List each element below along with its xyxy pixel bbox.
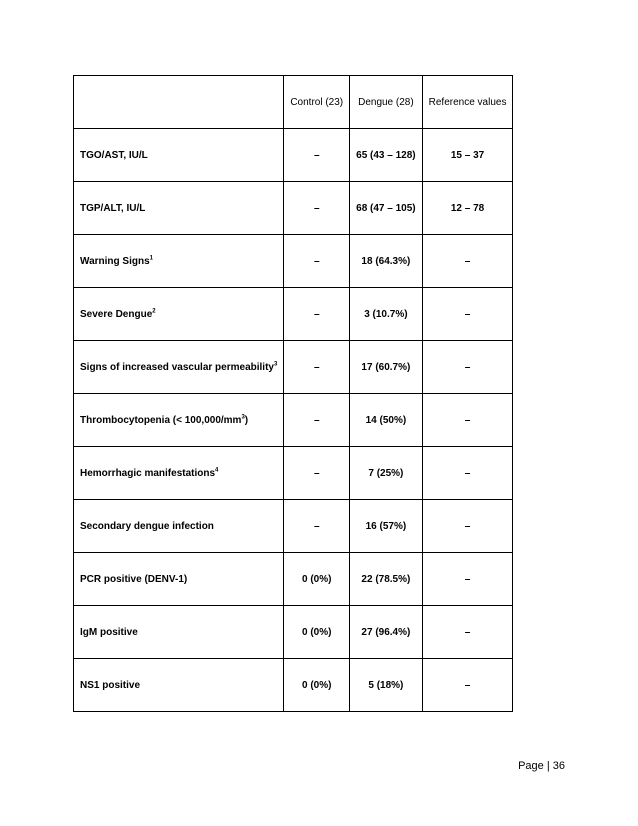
reference-value: 15 – 37 (422, 129, 513, 182)
row-label-cell (74, 606, 284, 659)
reference-value: – (422, 659, 513, 712)
control-value: – (284, 129, 350, 182)
row-label-cell (74, 500, 284, 553)
control-value: – (284, 500, 350, 553)
dengue-value: 14 (50%) (350, 394, 423, 447)
dengue-value: 7 (25%) (350, 447, 423, 500)
dengue-value: 3 (10.7%) (350, 288, 423, 341)
header-dengue: Dengue (28) (350, 76, 423, 129)
control-value: – (284, 447, 350, 500)
row-label-cell (74, 659, 284, 712)
dengue-value: 17 (60.7%) (350, 341, 423, 394)
row-label: Thrombocytopenia (< 100,000/mm (80, 414, 242, 426)
footnote-marker: 1 (149, 255, 153, 262)
page-number: Page | 36 (518, 760, 565, 772)
reference-value: – (422, 606, 513, 659)
dengue-value: 22 (78.5%) (350, 553, 423, 606)
dengue-value: 68 (47 – 105) (350, 182, 423, 235)
reference-value: – (422, 500, 513, 553)
dengue-value: 18 (64.3%) (350, 235, 423, 288)
row-label: TGP/ALT, IU/L (80, 202, 146, 214)
row-label: NS1 positive (80, 679, 141, 691)
control-value: – (284, 235, 350, 288)
results-table (73, 75, 513, 712)
table-row (74, 235, 513, 288)
row-label: Hemorrhagic manifestations (80, 467, 216, 479)
dengue-value: 27 (96.4%) (350, 606, 423, 659)
reference-value: – (422, 288, 513, 341)
row-label: Severe Dengue (80, 308, 153, 320)
control-value: 0 (0%) (284, 659, 350, 712)
reference-value: – (422, 235, 513, 288)
footnote-marker: 4 (215, 467, 219, 474)
table-row (74, 341, 513, 394)
reference-value: 12 – 78 (422, 182, 513, 235)
reference-value: – (422, 341, 513, 394)
table-row (74, 182, 513, 235)
header-reference: Reference values (422, 76, 513, 129)
table-body (74, 76, 513, 712)
table-row (74, 394, 513, 447)
reference-value: – (422, 553, 513, 606)
control-value: – (284, 288, 350, 341)
footnote-marker: 3 (273, 361, 278, 368)
row-label: Signs of increased vascular permeability (80, 361, 274, 373)
table-row (74, 659, 513, 712)
control-value: 0 (0%) (284, 553, 350, 606)
control-value: – (284, 341, 350, 394)
row-label-cell (74, 182, 284, 235)
table-row (74, 500, 513, 553)
dengue-value: 5 (18%) (350, 659, 423, 712)
table-header-row (74, 76, 513, 129)
footnote-marker: 2 (152, 308, 156, 315)
row-label: Secondary dengue infection (80, 520, 214, 532)
row-label-suffix: ) (244, 414, 249, 426)
row-label-cell (74, 341, 284, 394)
row-label: PCR positive (DENV-1) (80, 573, 188, 585)
dengue-value: 65 (43 – 128) (350, 129, 423, 182)
row-label-cell (74, 553, 284, 606)
control-value: – (284, 182, 350, 235)
control-value: – (284, 394, 350, 447)
row-label: IgM positive (80, 626, 138, 638)
footnote-marker: 3 (241, 414, 245, 421)
header-label-cell (74, 76, 284, 129)
reference-value: – (422, 447, 513, 500)
row-label: TGO/AST, IU/L (80, 149, 148, 161)
reference-value: – (422, 394, 513, 447)
table-row (74, 288, 513, 341)
row-label-cell (74, 129, 284, 182)
row-label: Warning Signs (80, 255, 150, 267)
row-label-cell (74, 235, 284, 288)
table-row (74, 129, 513, 182)
table-row (74, 606, 513, 659)
dengue-value: 16 (57%) (350, 500, 423, 553)
table-row (74, 553, 513, 606)
control-value: 0 (0%) (284, 606, 350, 659)
header-control: Control (23) (284, 76, 350, 129)
row-label-cell (74, 394, 284, 447)
table-row (74, 447, 513, 500)
row-label-cell (74, 288, 284, 341)
row-label-cell (74, 447, 284, 500)
